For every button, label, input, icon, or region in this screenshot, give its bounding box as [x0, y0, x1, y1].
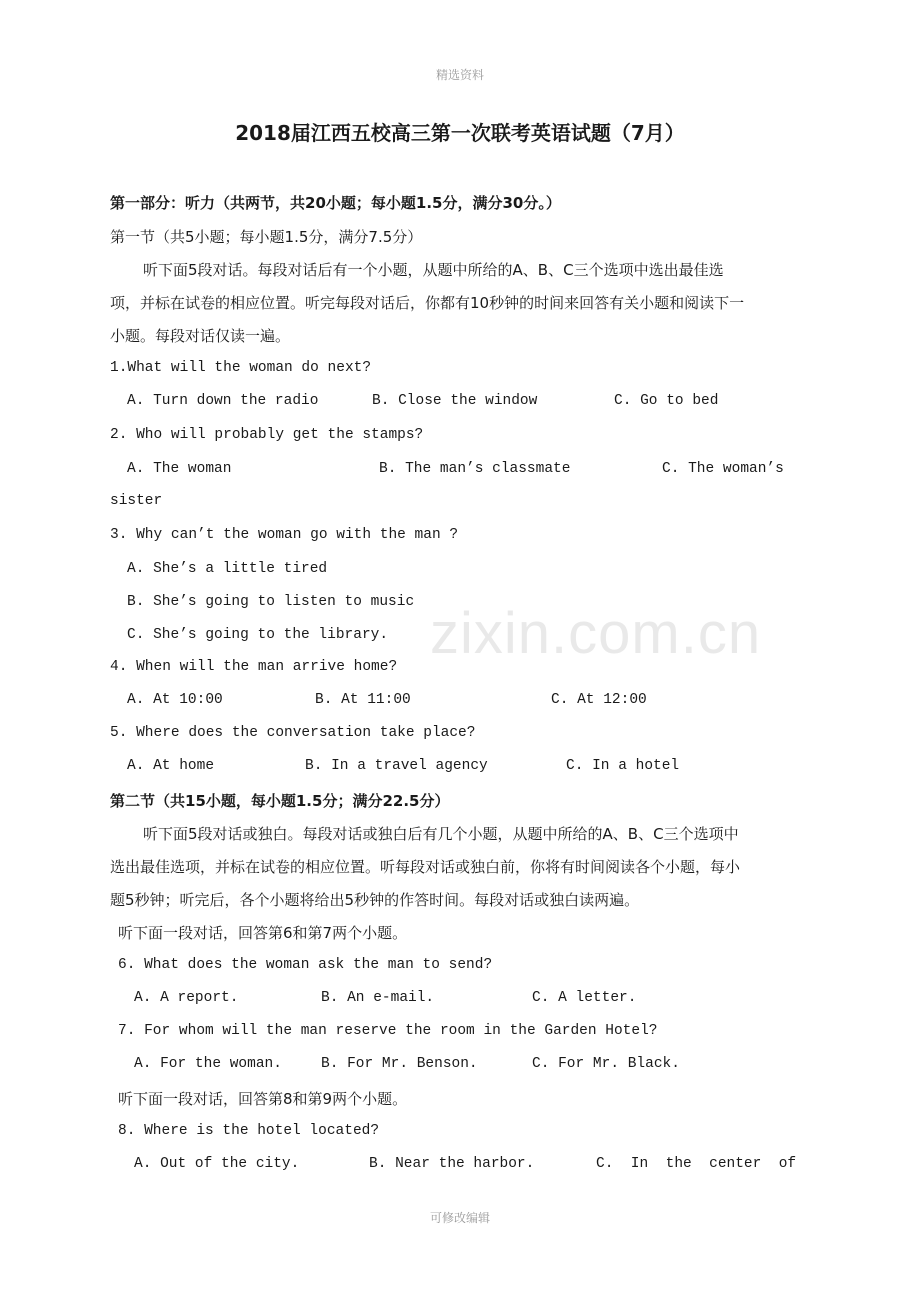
q1-option-b: B. Close the window [372, 393, 538, 409]
page-footer: 可修改编辑 [429, 1211, 490, 1225]
q2-option-a: A. The woman [127, 461, 232, 477]
q5-option-b: B. In a travel agency [305, 758, 488, 774]
q4-option-a: A. At 10:00 [127, 692, 223, 708]
q3-option-b: B. She’s going to listen to music [127, 594, 415, 610]
q1-option-a: A. Turn down the radio [127, 393, 319, 409]
q2-option-c: C. The woman’s [662, 461, 784, 477]
q6-option-a: A. A report. [134, 990, 239, 1006]
section2-instruction-line: 题5秒钟；听完后，各个小题将给出5秒钟的作答时间。每段对话或独白读两遍。 [110, 891, 640, 909]
q7-option-b: B. For Mr. Benson. [321, 1056, 478, 1072]
question-5: 5. Where does the conversation take place? [110, 725, 476, 741]
q7-option-c: C. For Mr. Black. [532, 1056, 680, 1072]
q2-option-c-continued: sister [110, 493, 163, 509]
q3-option-c: C. She’s going to the library. [127, 627, 389, 643]
question-7: 7. For whom will the man reserve the room in the Garden Hotel? [118, 1023, 658, 1039]
q4-option-b: B. At 11:00 [315, 692, 411, 708]
q8-option-a: A. Out of the city. [134, 1156, 300, 1172]
question-2: 2. Who will probably get the stamps? [110, 427, 424, 443]
section1-instruction-line: 小题。每段对话仅读一遍。 [110, 327, 291, 345]
question-6: 6. What does the woman ask the man to send? [118, 957, 493, 973]
section1-instruction-line: 项，并标在试卷的相应位置。听完每段对话后，你都有10秒钟的时间来回答有关小题和阅读下一 [110, 294, 745, 312]
q5-option-a: A. At home [127, 758, 215, 774]
q5-option-c: C. In a hotel [566, 758, 680, 774]
exam-title: 2018届江西五校高三第一次联考英语试题（7月） [235, 121, 685, 145]
section1-heading: 第一节（共5小题；每小题1.5分，满分7.5分） [110, 228, 423, 246]
section1-instruction-line: 听下面5段对话。每段对话后有一个小题，从题中所给的A、B、C三个选项中选出最佳选 [143, 261, 724, 279]
q6-option-b: B. An e-mail. [321, 990, 435, 1006]
question-4: 4. When will the man arrive home? [110, 659, 398, 675]
part1-heading: 第一部分：听力（共两节，共20小题；每小题1.5分，满分30分。） [110, 194, 561, 212]
q8-option-b: B. Near the harbor. [369, 1156, 535, 1172]
section2-instruction-line: 听下面5段对话或独白。每段对话或独白后有几个小题，从题中所给的A、B、C三个选项中 [143, 825, 739, 843]
section2-instruction-line: 选出最佳选项，并标在试卷的相应位置。听每段对话或独白前，你将有时间阅读各个小题，每小 [110, 858, 741, 876]
q3-option-a: A. She’s a little tired [127, 561, 328, 577]
q6-option-c: C. A letter. [532, 990, 637, 1006]
question-1: 1.What will the woman do next? [110, 360, 372, 376]
page-header: 精选资料 [435, 68, 484, 82]
watermark: zixin.com.cn [430, 601, 762, 666]
dialogue-intro-6-7: 听下面一段对话，回答第6和第7两个小题。 [118, 924, 408, 942]
q7-option-a: A. For the woman. [134, 1056, 282, 1072]
section2-heading: 第二节（共15小题，每小题1.5分；满分22.5分） [110, 792, 450, 810]
q2-option-b: B. The man’s classmate [379, 461, 571, 477]
dialogue-intro-8-9: 听下面一段对话，回答第8和第9两个小题。 [118, 1090, 408, 1108]
q1-option-c: C. Go to bed [614, 393, 719, 409]
question-3: 3. Why can’t the woman go with the man ? [110, 527, 459, 543]
question-8: 8. Where is the hotel located? [118, 1123, 380, 1139]
q8-option-c: C. In the center of [596, 1156, 797, 1172]
q4-option-c: C. At 12:00 [551, 692, 647, 708]
